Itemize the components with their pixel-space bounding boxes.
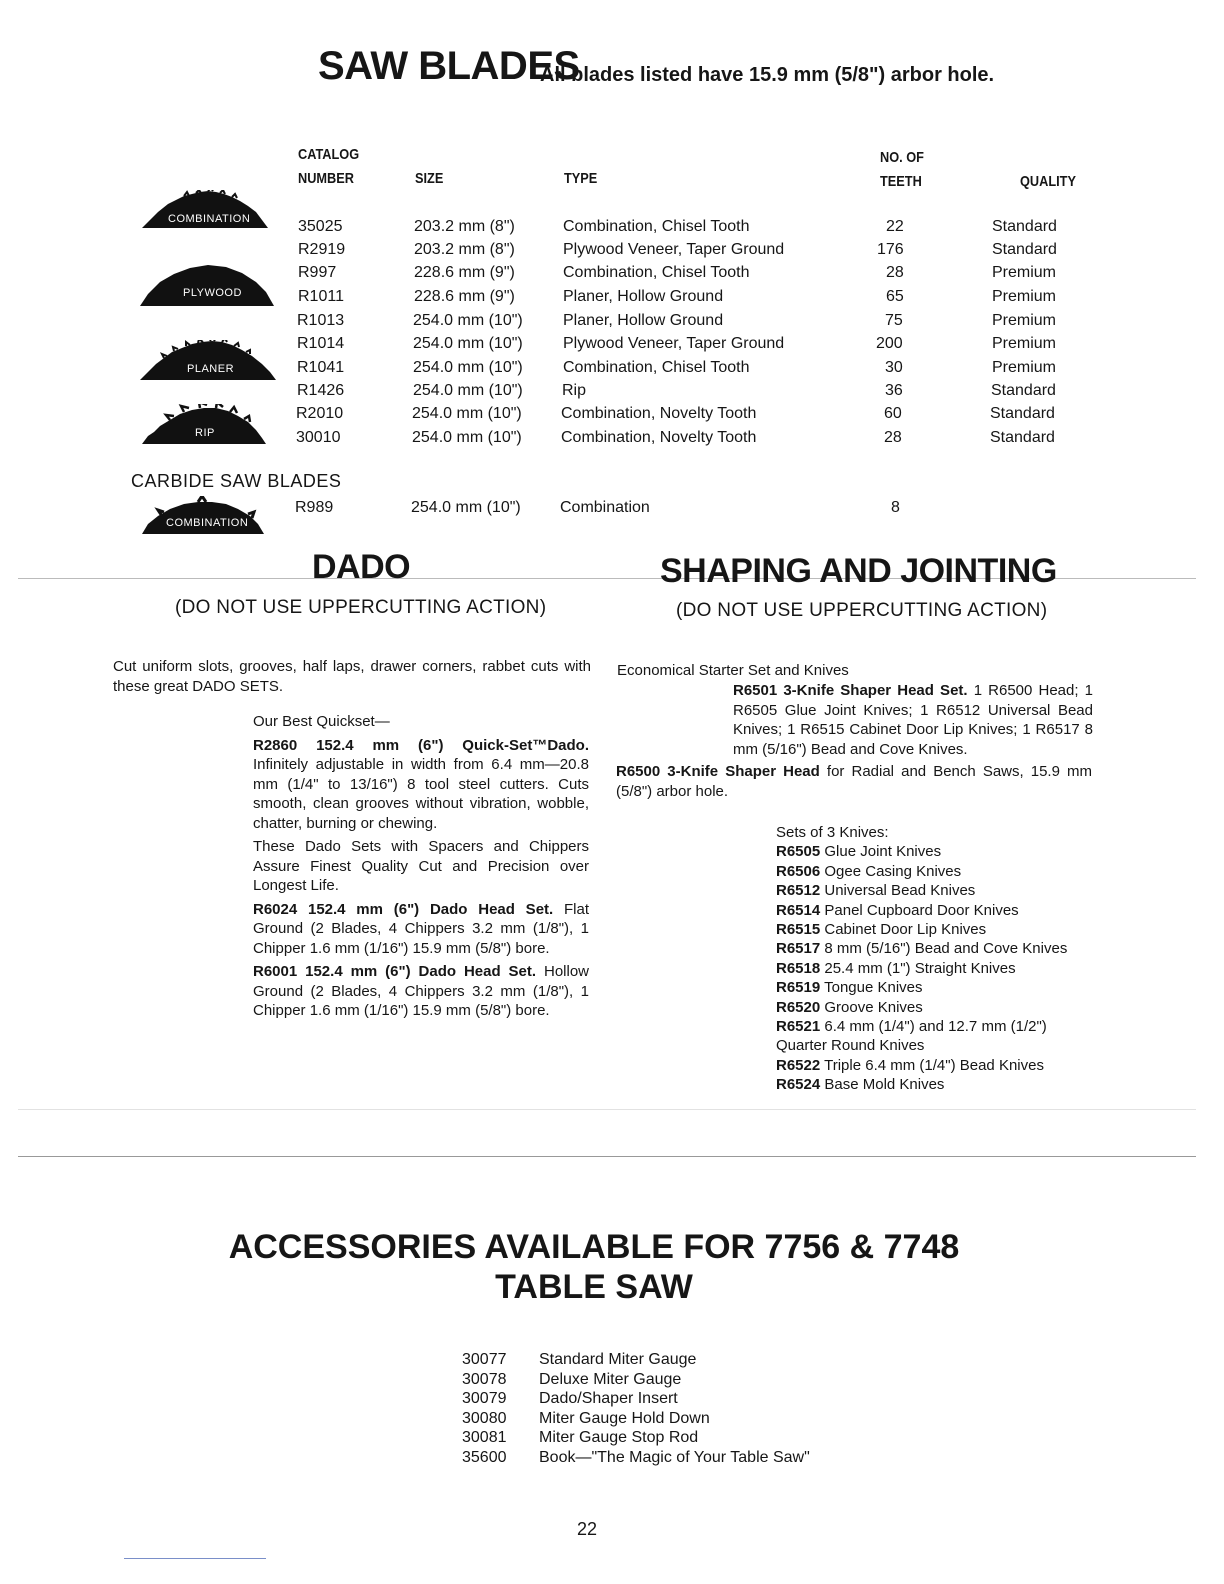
col-header-catalog — [298, 143, 359, 191]
table-row — [0, 335, 1224, 358]
blade-quality: Standard — [990, 405, 1055, 422]
accessory-name: Book—"The Magic of Your Table Saw" — [539, 1448, 810, 1466]
list-item — [776, 1017, 1106, 1036]
blade-catalog: R1013 — [297, 312, 345, 329]
blade-catalog: R989 — [295, 499, 334, 516]
knife-desc: Tongue Knives — [824, 979, 923, 997]
blade-type: Combination, Chisel Tooth — [563, 264, 750, 281]
list-item — [776, 959, 1106, 978]
dado-intro-text: Cut uniform slots, grooves, half laps, drawer corners, rabbet cuts with these great DADO SETS. — [113, 658, 591, 695]
blade-teeth: 60 — [884, 405, 902, 422]
table-row — [0, 288, 1224, 311]
knife-desc: Triple 6.4 mm (1/4") Bead Knives — [824, 1056, 1044, 1074]
blade-catalog: R2010 — [296, 405, 344, 422]
table-row — [0, 218, 1224, 241]
list-item — [776, 1075, 1106, 1094]
r2860-name: R2860 152.4 mm (6") Quick-Set™Dado. — [253, 736, 589, 754]
blade-size: 254.0 mm (10") — [412, 405, 522, 422]
shaping-heading: SHAPING AND JOINTING — [660, 552, 1057, 590]
blade-icon-label: COMBINATION — [166, 517, 249, 529]
knife-code: R6521 — [776, 1018, 821, 1036]
r6001-name: R6001 152.4 mm (6") Dado Head Set. — [253, 963, 537, 980]
page-subtitle: All blades listed have 15.9 mm (5/8") arbor hole. — [540, 64, 995, 86]
blade-teeth: 28 — [884, 429, 902, 446]
list-item — [462, 1448, 810, 1468]
blade-teeth: 65 — [886, 288, 904, 305]
col-header-type: TYPE — [564, 170, 598, 187]
blade-catalog: 30010 — [296, 429, 341, 446]
table-row — [0, 312, 1224, 335]
knife-sets-list — [776, 823, 1106, 1095]
footer-rule — [124, 1558, 266, 1559]
knife-desc: Groove Knives — [824, 998, 923, 1016]
accessory-name: Deluxe Miter Gauge — [539, 1370, 682, 1388]
blade-size: 203.2 mm (8") — [414, 241, 515, 258]
accessory-catalog: 30081 — [462, 1429, 507, 1447]
knife-desc: Glue Joint Knives — [824, 843, 942, 861]
list-item — [462, 1350, 810, 1370]
blade-size: 254.0 mm (10") — [413, 312, 523, 329]
blade-teeth: 200 — [876, 335, 903, 352]
list-item — [462, 1370, 810, 1390]
knife-code: R6519 — [776, 979, 821, 997]
knife-code: R6520 — [776, 998, 821, 1016]
blade-size: 254.0 mm (10") — [411, 499, 521, 516]
knife-code: R6506 — [776, 862, 821, 880]
r6500-entry — [616, 762, 1092, 805]
accessory-catalog: 30080 — [462, 1409, 507, 1427]
col-header-size: SIZE — [415, 170, 444, 187]
blade-type: Planer, Hollow Ground — [563, 288, 724, 305]
page-title: SAW BLADES — [318, 44, 580, 88]
accessory-name: Standard Miter Gauge — [539, 1351, 697, 1368]
blade-icon-label: COMBINATION — [168, 213, 251, 225]
r6024-entry — [253, 900, 589, 959]
list-item — [776, 1056, 1106, 1075]
r6024-desc: Flat Ground (2 Blades, 4 Chippers 3.2 mm (1/8"), 1 Chipper 1.6 mm (1/16") 15.9 mm (5/8") bore. — [253, 900, 589, 957]
blade-catalog: R997 — [298, 264, 337, 281]
blade-size: 254.0 mm (10") — [412, 429, 522, 446]
r6501-entry — [733, 681, 1093, 763]
knife-desc: Base Mold Knives — [824, 1076, 945, 1094]
knife-desc: Cabinet Door Lip Knives — [824, 921, 987, 939]
list-item — [776, 862, 1106, 881]
blade-type: Plywood Veneer, Taper Ground — [563, 335, 785, 352]
table-row — [0, 405, 1224, 428]
accessory-catalog: 30078 — [462, 1370, 507, 1388]
table-row — [0, 359, 1224, 382]
blade-quality: Premium — [992, 312, 1057, 329]
table-row — [0, 429, 1224, 452]
faint-divider — [18, 1109, 1196, 1110]
blade-icon-label: RIP — [195, 427, 215, 439]
dado-warning: (DO NOT USE UPPERCUTTING ACTION) — [175, 597, 547, 618]
table-row — [0, 241, 1224, 264]
r6501-name: R6501 3-Knife Shaper Head Set. — [733, 682, 968, 699]
blade-teeth: 28 — [886, 264, 904, 281]
shaping-warning: (DO NOT USE UPPERCUTTING ACTION) — [676, 600, 1048, 621]
blade-quality: Premium — [992, 335, 1057, 352]
blade-size: 254.0 mm (10") — [413, 335, 523, 352]
accessories-subheading: TABLE SAW — [495, 1268, 693, 1306]
blade-quality: Standard — [991, 382, 1056, 399]
table-row — [0, 382, 1224, 405]
col-header-catalog-line2: NUMBER — [298, 170, 354, 187]
blade-quality: Premium — [992, 359, 1057, 376]
table-row — [0, 264, 1224, 287]
accessory-name: Miter Gauge Stop Rod — [539, 1429, 699, 1447]
blade-catalog: R1011 — [298, 288, 344, 305]
blade-icon-label: PLYWOOD — [183, 287, 242, 299]
r2860-desc: Infinitely adjustable in width from 6.4 mm—20.8 mm (1/4" to 13/16") 8 tool steel cutters. Cuts smooth, clean grooves without vibration, wobble, chatter, burning or chewing. — [253, 756, 589, 832]
blade-teeth: 22 — [886, 218, 904, 235]
blade-type: Combination — [560, 499, 650, 516]
knife-code: R6522 — [776, 1056, 821, 1074]
blade-teeth: 30 — [885, 359, 903, 376]
knife-desc: Universal Bead Knives — [824, 882, 976, 900]
col-header-teeth-line2: TEETH — [880, 173, 922, 190]
starter-set-label: Economical Starter Set and Knives — [617, 662, 849, 679]
blade-catalog: R1426 — [297, 382, 345, 399]
blade-type: Plywood Veneer, Taper Ground — [563, 241, 785, 258]
col-header-catalog-line1: CATALOG — [298, 146, 360, 163]
dado-products — [253, 712, 589, 1025]
knife-desc: 25.4 mm (1") Straight Knives — [824, 959, 1016, 977]
blade-type: Combination, Novelty Tooth — [561, 429, 757, 446]
blade-size: 254.0 mm (10") — [413, 359, 523, 376]
page-number: 22 — [577, 1519, 598, 1539]
blade-quality: Premium — [992, 288, 1057, 305]
knife-desc: Panel Cupboard Door Knives — [824, 901, 1019, 919]
carbide-heading: CARBIDE SAW BLADES — [131, 471, 342, 491]
r6001-entry — [253, 962, 589, 1021]
knife-code: R6524 — [776, 1076, 821, 1094]
list-item — [462, 1389, 810, 1409]
blade-size: 228.6 mm (9") — [414, 288, 515, 305]
blade-size: 254.0 mm (10") — [413, 382, 523, 399]
r6001-desc: Hollow Ground (2 Blades, 4 Chippers 3.2 mm (1/8"), 1 Chipper 1.6 mm (1/16") 15.9 mm (5/8") bore. — [253, 963, 589, 1019]
list-item — [776, 978, 1106, 997]
accessory-name: Dado/Shaper Insert — [539, 1390, 678, 1408]
col-header-teeth-line1: NO. OF — [880, 149, 924, 166]
blade-catalog: R2919 — [298, 241, 346, 258]
knife-code: R6505 — [776, 843, 821, 861]
blade-type: Combination, Novelty Tooth — [561, 405, 757, 422]
list-item — [462, 1428, 810, 1448]
blade-quality: Standard — [992, 241, 1057, 258]
blade-icon-label: PLANER — [187, 363, 235, 375]
blade-catalog: 35025 — [298, 218, 343, 235]
knife-desc: Quarter Round Knives — [776, 1037, 925, 1055]
blade-catalog: R1041 — [297, 359, 345, 376]
knife-sets-label: Sets of 3 Knives: — [776, 824, 889, 841]
accessory-catalog: 30077 — [462, 1351, 507, 1368]
blade-size: 228.6 mm (9") — [414, 264, 515, 281]
blade-quality: Standard — [992, 218, 1057, 235]
list-item — [776, 1036, 1106, 1055]
accessories-heading: ACCESSORIES AVAILABLE FOR 7756 & 7748 — [228, 1228, 960, 1266]
knife-code: R6517 — [776, 940, 821, 958]
accessory-name: Miter Gauge Hold Down — [539, 1409, 710, 1427]
blade-teeth: 8 — [891, 499, 900, 516]
r2860-entry — [253, 736, 589, 834]
blade-teeth: 75 — [885, 312, 903, 329]
accessory-catalog: 35600 — [462, 1448, 507, 1466]
list-item — [776, 920, 1106, 939]
r6024-name: R6024 152.4 mm (6") Dado Head Set. — [253, 900, 554, 918]
r6500-name: R6500 3-Knife Shaper Head — [616, 763, 820, 780]
list-item — [776, 998, 1106, 1017]
blade-type: Combination, Chisel Tooth — [563, 359, 750, 376]
dado-intro — [113, 657, 591, 700]
r6501-desc: 1 R6500 Head; 1 R6505 Glue Joint Knives; 1 R6512 Universal Bead Knives; 1 R6515 Cabinet Door Lip Knives; 1 R6517 8 mm (5/16") Bead and Cove Knives. — [733, 682, 1093, 758]
blade-quality: Premium — [992, 264, 1057, 281]
list-item — [462, 1409, 810, 1429]
table-row — [0, 499, 1224, 522]
col-header-quality: QUALITY — [1020, 173, 1076, 190]
dado-heading: DADO — [312, 548, 411, 586]
blade-quality: Standard — [990, 429, 1055, 446]
knife-desc: 6.4 mm (1/4") and 12.7 mm (1/2") — [824, 1018, 1047, 1036]
knife-desc: Ogee Casing Knives — [824, 862, 962, 880]
blade-type: Rip — [562, 382, 587, 399]
list-item — [776, 901, 1106, 920]
blade-teeth: 36 — [885, 382, 903, 399]
accessory-catalog: 30079 — [462, 1390, 507, 1408]
blade-teeth: 176 — [877, 241, 904, 258]
blade-catalog: R1014 — [297, 335, 345, 352]
col-header-teeth — [880, 146, 924, 194]
knife-code: R6518 — [776, 959, 821, 977]
knife-code: R6512 — [776, 882, 821, 900]
blade-type: Combination, Chisel Tooth — [563, 218, 750, 235]
list-item — [776, 881, 1106, 900]
blade-type: Planer, Hollow Ground — [563, 312, 724, 329]
knife-desc: 8 mm (5/16") Bead and Cove Knives — [824, 940, 1068, 958]
dado-sets-note: These Dado Sets with Spacers and Chippers Assure Finest Quality Cut and Precision over Longest Life. — [253, 838, 589, 894]
quickset-label: Our Best Quickset— — [253, 713, 390, 730]
knife-code: R6515 — [776, 921, 821, 939]
r6500-desc: for Radial and Bench Saws, 15.9 mm (5/8") arbor hole. — [616, 763, 1093, 800]
section-divider — [18, 1156, 1196, 1157]
accessories-list — [462, 1350, 810, 1468]
list-item — [776, 842, 1106, 861]
list-item — [776, 939, 1106, 958]
blade-size: 203.2 mm (8") — [414, 218, 515, 235]
knife-code: R6514 — [776, 901, 821, 919]
